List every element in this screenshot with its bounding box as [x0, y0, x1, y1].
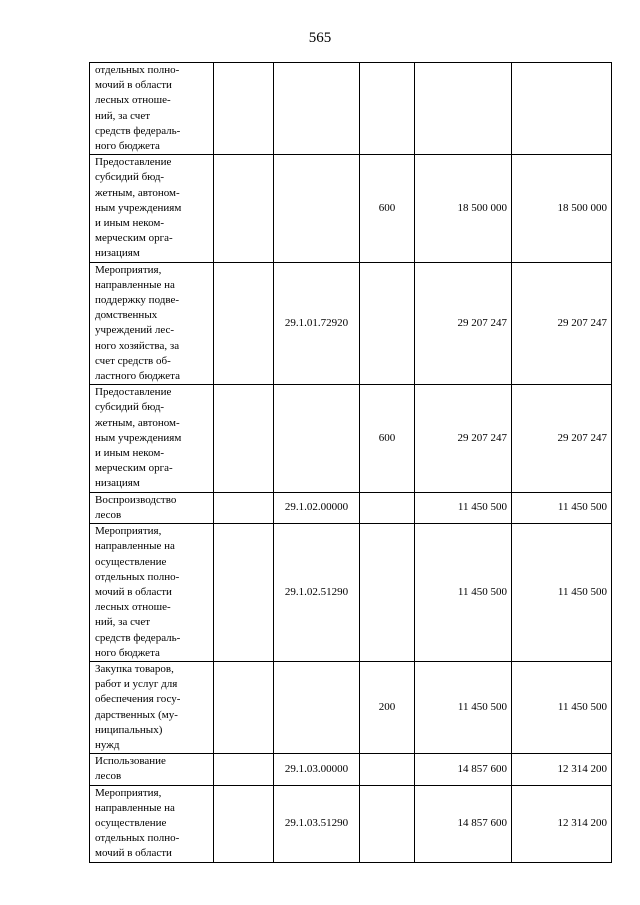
expense-name-line: субсидий бюд-: [95, 171, 165, 184]
target-article-cell: 29.1.02.51290: [274, 524, 360, 662]
expense-name-line: мочий в области: [95, 79, 172, 92]
expense-type-cell: [360, 785, 415, 862]
expense-name-line: Использование: [95, 755, 166, 768]
amount-year1-cell: 11 450 500: [415, 524, 512, 662]
expense-name-cell: [90, 785, 214, 862]
amount-year2-cell: 12 314 200: [512, 754, 612, 785]
target-article-cell: 29.1.03.51290: [274, 785, 360, 862]
expense-name-cell: [90, 492, 214, 523]
expense-type-cell: 600: [360, 155, 415, 262]
code-cell: [214, 385, 274, 492]
target-article-cell: [274, 661, 360, 753]
target-article-cell: [274, 155, 360, 262]
table-row: [90, 63, 612, 155]
expense-name-line: ластного бюджета: [95, 370, 180, 383]
expense-name-cell: [90, 524, 214, 662]
expense-name-cell: [90, 385, 214, 492]
expense-name-line: низациям: [95, 247, 140, 260]
expense-name-cell: [90, 661, 214, 753]
expense-type-cell: [360, 63, 415, 155]
expense-name-line: счет средств об-: [95, 354, 171, 367]
expense-name-line: ным учреждениям: [95, 201, 182, 214]
code-cell: [214, 155, 274, 262]
amount-year1-cell: 14 857 600: [415, 785, 512, 862]
expense-name-line: Мероприятия,: [95, 263, 162, 276]
expense-name-line: Предоставление: [95, 156, 172, 169]
amount-year1-cell: 29 207 247: [415, 262, 512, 385]
amount-year2-cell: 11 450 500: [512, 492, 612, 523]
expense-name-cell: [90, 262, 214, 385]
expense-name-line: Воспроизводство: [95, 493, 177, 506]
table-row: [90, 661, 612, 753]
expense-type-cell: [360, 754, 415, 785]
target-article-cell: [274, 63, 360, 155]
expense-name-line: ного хозяйства, за: [95, 339, 180, 352]
expense-name-line: мочий в области: [95, 847, 172, 860]
expense-name-cell: [90, 155, 214, 262]
expense-name-line: жетным, автоном-: [95, 186, 180, 199]
expense-name-line: Мероприятия,: [95, 525, 162, 538]
table-row: [90, 754, 612, 785]
expense-name-line: лесных отноше-: [95, 601, 171, 614]
expense-name-line: обеспечения госу-: [95, 693, 181, 706]
expense-name-line: лесных отноше-: [95, 94, 171, 107]
expense-name-line: ний, за счет: [95, 109, 151, 122]
target-article-cell: [274, 385, 360, 492]
budget-table-body: [90, 63, 612, 863]
expense-name-line: отдельных полно-: [95, 832, 180, 845]
expense-name-line: лесов: [95, 508, 122, 521]
expense-name-line: работ и услуг для: [95, 678, 178, 691]
expense-name-line: Предоставление: [95, 386, 172, 399]
target-article-cell: 29.1.02.00000: [274, 492, 360, 523]
expense-name-line: учреждений лес-: [95, 324, 175, 337]
expense-type-cell: [360, 492, 415, 523]
expense-name-line: Мероприятия,: [95, 786, 162, 799]
amount-year2-cell: [512, 63, 612, 155]
expense-name-line: ний, за счет: [95, 616, 151, 629]
expense-name-line: отдельных полно-: [95, 570, 180, 583]
expense-name-line: жетным, автоном-: [95, 416, 180, 429]
amount-year2-cell: 18 500 000: [512, 155, 612, 262]
expense-name-line: средств федераль-: [95, 124, 181, 137]
expense-name-line: отдельных полно-: [95, 64, 180, 76]
amount-year2-cell: 11 450 500: [512, 661, 612, 753]
expense-name-line: и иным неком-: [95, 447, 164, 460]
expense-type-cell: 600: [360, 385, 415, 492]
expense-name-line: лесов: [95, 770, 122, 783]
code-cell: [214, 785, 274, 862]
expense-type-cell: 200: [360, 661, 415, 753]
table-row: [90, 785, 612, 862]
amount-year2-cell: 11 450 500: [512, 524, 612, 662]
expense-name-line: средств федераль-: [95, 631, 181, 644]
amount-year2-cell: 29 207 247: [512, 262, 612, 385]
amount-year1-cell: 29 207 247: [415, 385, 512, 492]
expense-name-line: Закупка товаров,: [95, 662, 174, 675]
amount-year2-cell: 12 314 200: [512, 785, 612, 862]
amount-year1-cell: [415, 63, 512, 155]
expense-name-line: осуществление: [95, 816, 167, 829]
amount-year2-cell: 29 207 247: [512, 385, 612, 492]
expense-name-line: домственных: [95, 309, 158, 322]
expense-name-line: и иным неком-: [95, 217, 164, 230]
code-cell: [214, 661, 274, 753]
expense-name-line: мочий в области: [95, 585, 172, 598]
amount-year1-cell: 11 450 500: [415, 492, 512, 523]
page-number: 565: [308, 30, 332, 46]
code-cell: [214, 524, 274, 662]
amount-year1-cell: 14 857 600: [415, 754, 512, 785]
code-cell: [214, 754, 274, 785]
amount-year1-cell: 11 450 500: [415, 661, 512, 753]
amount-year1-cell: 18 500 000: [415, 155, 512, 262]
expense-name-line: направленные на: [95, 278, 175, 291]
expense-name-line: субсидий бюд-: [95, 401, 165, 414]
table-row: [90, 492, 612, 523]
expense-name-line: ного бюджета: [95, 646, 160, 659]
expense-name-line: поддержку подве-: [95, 294, 180, 307]
table-row: [90, 524, 612, 662]
expense-name-line: дарственных (му-: [95, 708, 178, 721]
expense-name-line: ного бюджета: [95, 140, 160, 153]
code-cell: [214, 262, 274, 385]
expense-name-line: направленные на: [95, 801, 175, 814]
code-cell: [214, 492, 274, 523]
expense-name-cell: [90, 754, 214, 785]
expense-name-line: ным учреждениям: [95, 431, 182, 444]
expense-name-line: ниципальных): [95, 723, 163, 736]
code-cell: [214, 63, 274, 155]
target-article-cell: 29.1.03.00000: [274, 754, 360, 785]
table-row: [90, 385, 612, 492]
expense-name-line: мерческим орга-: [95, 462, 173, 475]
target-article-cell: 29.1.01.72920: [274, 262, 360, 385]
expense-name-line: нужд: [95, 738, 120, 751]
expense-name-cell: [90, 63, 214, 155]
expense-type-cell: [360, 524, 415, 662]
expense-name-line: низациям: [95, 477, 140, 490]
table-row: [90, 155, 612, 262]
expense-name-line: мерческим орга-: [95, 232, 173, 245]
expense-name-line: осуществление: [95, 555, 167, 568]
expense-type-cell: [360, 262, 415, 385]
budget-table: [89, 62, 612, 863]
table-row: [90, 262, 612, 385]
expense-name-line: направленные на: [95, 540, 175, 553]
